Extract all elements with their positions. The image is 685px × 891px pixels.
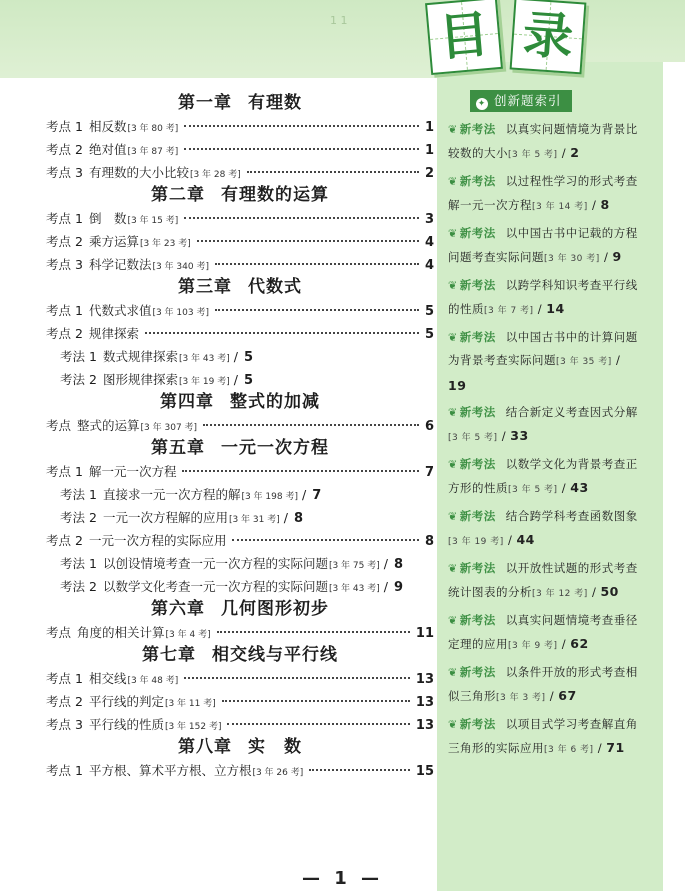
item-count: [3 年 5 考] (508, 150, 558, 160)
page-separator: / (557, 481, 571, 495)
dot-leader (184, 677, 410, 679)
new-method-tag: 新考法 (459, 613, 496, 627)
entry-label (46, 460, 176, 483)
chapter-heading (46, 644, 434, 667)
toc-entry[interactable] (46, 713, 434, 736)
toc-entry[interactable] (46, 414, 434, 437)
entry-name: 解一元一次方程 (88, 464, 177, 479)
entry-label (46, 759, 303, 785)
toc-entry[interactable] (46, 299, 434, 322)
entry-count: [3 年 15 考] (127, 216, 179, 226)
leaf-icon: ❦ (448, 666, 458, 679)
dot-leader (227, 723, 409, 725)
item-text: 以真实问题情境考查垂径定理的应用 (448, 613, 638, 651)
toc-entry[interactable] (46, 690, 434, 713)
new-method-tag: 新考法 (459, 665, 496, 679)
leaf-icon: ❦ (448, 123, 458, 136)
page-separator: / (557, 637, 571, 651)
entry-count: [3 年 103 考] (152, 308, 209, 318)
entry-name: 平方根、算术平方根、立方根 (88, 763, 252, 778)
chapter-number: 第七章 (142, 645, 196, 665)
entry-name: 直接求一元一次方程的解 (102, 487, 241, 502)
entry-kind: 考点 2 (46, 694, 83, 709)
toc-method-entry[interactable] (46, 575, 434, 598)
dot-leader (309, 769, 410, 771)
band-hint: 1 1 (330, 14, 348, 27)
new-method-tag: 新考法 (459, 457, 496, 471)
entry-kind: 考点 1 (46, 671, 83, 686)
entry-page: 7 (312, 488, 322, 503)
chapter-heading (46, 598, 434, 621)
entry-name: 以创设情境考查一元一次方程的实际问题 (102, 556, 328, 571)
entry-kind: 考法 2 (60, 579, 97, 594)
table-of-contents (46, 92, 434, 782)
toc-entry[interactable] (46, 759, 434, 782)
title-char-1: 目 (436, 4, 492, 68)
item-text: 以过程性学习的形式考查解一元一次方程 (448, 174, 638, 212)
toc-method-entry[interactable] (46, 552, 434, 575)
entry-kind: 考点 2 (46, 142, 83, 157)
item-page: 43 (570, 480, 589, 495)
new-method-tag: 新考法 (459, 405, 496, 419)
entry-name: 一元一次方程的实际应用 (88, 533, 227, 548)
page-separator: / (545, 689, 559, 703)
entry-page: 8 (293, 511, 304, 526)
item-count: [3 年 6 考] (544, 745, 594, 755)
page-separator: / (593, 741, 607, 755)
entry-page: 3 (424, 212, 434, 227)
entry-count: [3 年 87 考] (127, 147, 179, 157)
entry-page: 8 (424, 534, 434, 549)
entry-kind: 考点 3 (46, 165, 83, 180)
toc-entry[interactable] (46, 161, 434, 184)
innovation-item[interactable] (448, 118, 638, 167)
entry-name: 乘方运算 (88, 234, 139, 249)
entry-name: 规律探索 (88, 326, 139, 341)
entry-count: [3 年 28 考] (189, 170, 241, 180)
page-separator: / (557, 146, 571, 160)
entry-page: 9 (393, 580, 404, 595)
toc-entry[interactable] (46, 322, 434, 345)
page-separator: / (497, 429, 511, 443)
chapter-title: 一元一次方程 (221, 438, 329, 458)
toc-entry[interactable] (46, 230, 434, 253)
page-separator: / (503, 533, 517, 547)
new-method-tag: 新考法 (459, 717, 496, 731)
entry-name: 相反数 (88, 119, 127, 134)
toc-method-entry[interactable] (46, 506, 434, 529)
entry-label (46, 322, 139, 345)
entry-kind: 考法 2 (60, 510, 97, 525)
leaf-icon: ❦ (448, 510, 458, 523)
entry-page: 2 (424, 166, 434, 181)
chapter-heading (46, 276, 434, 299)
item-page: 71 (606, 740, 625, 755)
entry-page: 13 (415, 718, 434, 733)
chapter-title: 整式的加减 (230, 392, 320, 412)
item-text: 以中国古书中记载的方程问题考查实际问题 (448, 226, 638, 264)
entry-page: 13 (415, 672, 434, 687)
item-count: [3 年 5 考] (508, 485, 558, 495)
entry-name: 平行线的判定 (88, 694, 164, 709)
new-method-tag: 新考法 (459, 174, 496, 188)
innovation-item[interactable] (448, 222, 638, 271)
page-separator: / (283, 510, 288, 525)
sidebar-header (470, 90, 572, 112)
page-separator: / (233, 349, 238, 364)
chapter-heading (46, 437, 434, 460)
chapter-number: 第一章 (178, 93, 232, 113)
chapter-number: 第四章 (160, 392, 214, 412)
dot-leader (217, 631, 410, 633)
dot-leader (184, 148, 419, 150)
item-text: 结合跨学科考查函数图象 (505, 509, 638, 523)
item-text: 以项目式学习考查解直角三角形的实际应用 (448, 717, 638, 755)
entry-kind: 考点 1 (46, 464, 83, 479)
contents-title (416, 0, 606, 76)
entry-kind: 考法 1 (60, 556, 97, 571)
page-separator: / (611, 353, 621, 367)
new-method-tag: 新考法 (459, 278, 496, 292)
innovation-index-sidebar (448, 90, 638, 765)
dot-leader (222, 700, 410, 702)
entry-name: 代数式求值 (88, 303, 152, 318)
entry-kind: 考点 2 (46, 326, 83, 341)
entry-name: 倒 数 (88, 211, 127, 226)
chapter-number: 第二章 (151, 185, 205, 205)
chapter-heading (46, 391, 434, 414)
dot-leader (203, 424, 419, 426)
entry-name: 有理数的大小比较 (88, 165, 189, 180)
toc-entry[interactable] (46, 460, 434, 483)
item-page: 14 (546, 301, 565, 316)
new-method-tag: 新考法 (459, 509, 496, 523)
entry-name: 图形规律探索 (102, 372, 178, 387)
item-page: 9 (612, 249, 622, 264)
entry-page: 5 (424, 327, 434, 342)
chapter-heading (46, 736, 434, 759)
chapter-title: 代数式 (248, 277, 302, 297)
innovation-item[interactable] (448, 661, 638, 710)
item-page: 67 (558, 688, 577, 703)
leaf-icon: ❦ (448, 614, 458, 627)
item-count: [3 年 19 考] (448, 537, 504, 547)
item-count: [3 年 9 考] (508, 641, 558, 651)
item-text: 以真实问题情境为背景比较数的大小 (448, 122, 638, 160)
title-block-2 (510, 0, 587, 74)
leaf-icon: ❦ (448, 175, 458, 188)
innovation-item[interactable] (448, 401, 638, 450)
toc-method-entry[interactable] (46, 483, 434, 506)
entry-count: [3 年 43 考] (328, 584, 380, 594)
chapter-number: 第八章 (178, 737, 232, 757)
chapter-title: 几何图形初步 (221, 599, 329, 619)
entry-page: 11 (415, 626, 434, 641)
entry-page: 5 (424, 304, 434, 319)
entry-page: 6 (424, 419, 434, 434)
chapter-title: 有理数 (248, 93, 302, 113)
chapter-number: 第三章 (178, 277, 232, 297)
entry-name: 相交线 (88, 671, 127, 686)
entry-label (46, 529, 226, 552)
chapter-number: 第五章 (151, 438, 205, 458)
entry-kind: 考法 1 (60, 487, 97, 502)
item-text: 以开放性试题的形式考查统计图表的分析 (448, 561, 638, 599)
entry-kind: 考点 1 (46, 303, 83, 318)
chapter-heading (46, 92, 434, 115)
title-block-1 (425, 0, 503, 75)
entry-page: 4 (424, 258, 434, 273)
entry-count: [3 年 11 考] (164, 699, 216, 709)
leaf-icon: ❦ (448, 562, 458, 575)
toc-entry[interactable] (46, 207, 434, 230)
page-separator: / (587, 198, 601, 212)
entry-name: 角度的相关计算 (77, 625, 165, 640)
entry-name: 整式的运算 (77, 418, 140, 433)
chapter-number: 第六章 (151, 599, 205, 619)
entry-kind: 考点 2 (46, 533, 83, 548)
entry-count: [3 年 75 考] (328, 561, 380, 571)
innovation-item[interactable] (448, 453, 638, 502)
toc-method-entry[interactable] (46, 368, 434, 391)
new-method-tag: 新考法 (459, 330, 496, 344)
title-char-2: 录 (521, 5, 575, 67)
innovation-item[interactable] (448, 505, 638, 554)
dot-leader (197, 240, 419, 242)
item-page: 2 (570, 145, 580, 160)
page-separator: / (587, 585, 601, 599)
page-separator: / (301, 487, 307, 502)
entry-count: [3 年 340 考] (152, 262, 209, 272)
new-method-tag: 新考法 (459, 122, 496, 136)
dot-leader (145, 332, 419, 334)
toc-entry[interactable] (46, 529, 434, 552)
entry-count: [3 年 80 考] (127, 124, 179, 134)
entry-name: 以数学文化考查一元一次方程的实际问题 (102, 579, 328, 594)
entry-name: 一元一次方程解的应用 (102, 510, 228, 525)
new-method-tag: 新考法 (459, 226, 496, 240)
toc-entry[interactable] (46, 621, 434, 644)
innovation-item[interactable] (448, 557, 638, 606)
entry-count: [3 年 43 考] (178, 354, 230, 364)
item-page: 33 (510, 428, 529, 443)
innovation-item[interactable] (448, 274, 638, 323)
page-separator: / (233, 372, 238, 387)
page-edge (663, 62, 685, 891)
toc-entry[interactable] (46, 138, 434, 161)
dot-leader (247, 171, 419, 173)
item-count: [3 年 12 考] (532, 589, 588, 599)
entry-page: 5 (243, 373, 254, 388)
sidebar-header-label: 创新题索引 (494, 93, 562, 108)
item-count: [3 年 35 考] (556, 357, 612, 367)
entry-kind: 考点 1 (46, 211, 83, 226)
page-separator: / (383, 579, 388, 594)
entry-page: 1 (424, 120, 434, 135)
leaf-icon: ❦ (448, 718, 458, 731)
entry-count: [3 年 198 考] (241, 492, 298, 502)
entry-count: [3 年 26 考] (252, 768, 304, 778)
leaf-icon: ❦ (448, 406, 458, 419)
item-page: 62 (570, 636, 589, 651)
entry-page: 8 (393, 557, 404, 572)
entry-page: 13 (415, 695, 434, 710)
dot-leader (184, 125, 419, 127)
item-page: 50 (600, 584, 619, 599)
entry-page: 5 (243, 350, 254, 365)
innovation-item[interactable] (448, 326, 638, 398)
entry-kind: 考点 1 (46, 763, 83, 778)
item-text: 结合新定义考查因式分解 (505, 405, 638, 419)
item-page: 19 (448, 378, 467, 393)
entry-count: [3 年 19 考] (178, 377, 230, 387)
leaf-icon: ❦ (448, 458, 458, 471)
item-text: 以跨学科知识考查平行线的性质 (448, 278, 638, 316)
entry-name: 绝对值 (88, 142, 127, 157)
leaf-icon: ❦ (448, 331, 458, 344)
chapter-title: 实 数 (248, 737, 302, 757)
entry-kind: 考点 2 (46, 234, 83, 249)
leaf-icon: ❦ (448, 227, 458, 240)
lightbulb-icon: ✦ (477, 99, 487, 109)
toc-entry[interactable] (46, 115, 434, 138)
entry-kind: 考法 2 (60, 372, 97, 387)
chapter-heading (46, 184, 434, 207)
toc-entry[interactable] (46, 253, 434, 276)
entry-page: 4 (424, 235, 434, 250)
entry-kind: 考法 1 (60, 349, 97, 364)
entry-name: 平行线的性质 (88, 717, 164, 732)
entry-page: 7 (424, 465, 434, 480)
entry-name: 数式规律探索 (102, 349, 178, 364)
entry-name: 科学记数法 (88, 257, 152, 272)
item-count: [3 年 3 考] (496, 693, 546, 703)
entry-count: [3 年 307 考] (140, 423, 198, 433)
entry-count: [3 年 48 考] (127, 676, 179, 686)
item-count: [3 年 7 考] (484, 306, 534, 316)
dot-leader (184, 217, 419, 219)
item-count: [3 年 14 考] (532, 202, 588, 212)
entry-kind: 考点 (46, 418, 72, 433)
leaf-icon: ❦ (448, 279, 458, 292)
entry-kind: 考点 3 (46, 717, 83, 732)
entry-kind: 考点 3 (46, 257, 83, 272)
toc-entry[interactable] (46, 667, 434, 690)
dot-leader (215, 309, 419, 311)
entry-kind: 考点 (46, 625, 72, 640)
innovation-item[interactable] (448, 609, 638, 658)
item-text: 以中国古书中的计算问题为背景考查实际问题 (448, 330, 638, 367)
chapter-title: 相交线与平行线 (212, 645, 338, 665)
dot-leader (215, 263, 419, 265)
innovation-item[interactable] (448, 713, 638, 762)
page-number: — 1 — (301, 868, 384, 889)
entry-count: [3 年 152 考] (164, 722, 222, 732)
entry-kind: 考点 1 (46, 119, 83, 134)
chapter-title: 有理数的运算 (221, 185, 329, 205)
entry-page: 1 (424, 143, 434, 158)
entry-page: 15 (415, 764, 434, 779)
item-count: [3 年 30 考] (544, 254, 600, 264)
dot-leader (232, 539, 419, 541)
entry-count: [3 年 4 考] (165, 630, 211, 640)
page-separator: / (599, 250, 613, 264)
innovation-item[interactable] (448, 170, 638, 219)
entry-count: [3 年 23 考] (139, 239, 191, 249)
page-separator: / (383, 556, 388, 571)
item-text: 以数学文化为背景考查正方形的性质 (448, 457, 638, 495)
dot-leader (182, 470, 419, 472)
item-count: [3 年 5 考] (448, 433, 498, 443)
new-method-tag: 新考法 (459, 561, 496, 575)
toc-method-entry[interactable] (46, 345, 434, 368)
item-text: 以条件开放的形式考查相似三角形 (448, 665, 638, 703)
page-separator: / (533, 302, 547, 316)
entry-count: [3 年 31 考] (228, 515, 280, 525)
item-page: 8 (600, 197, 610, 212)
item-page: 44 (516, 532, 535, 547)
